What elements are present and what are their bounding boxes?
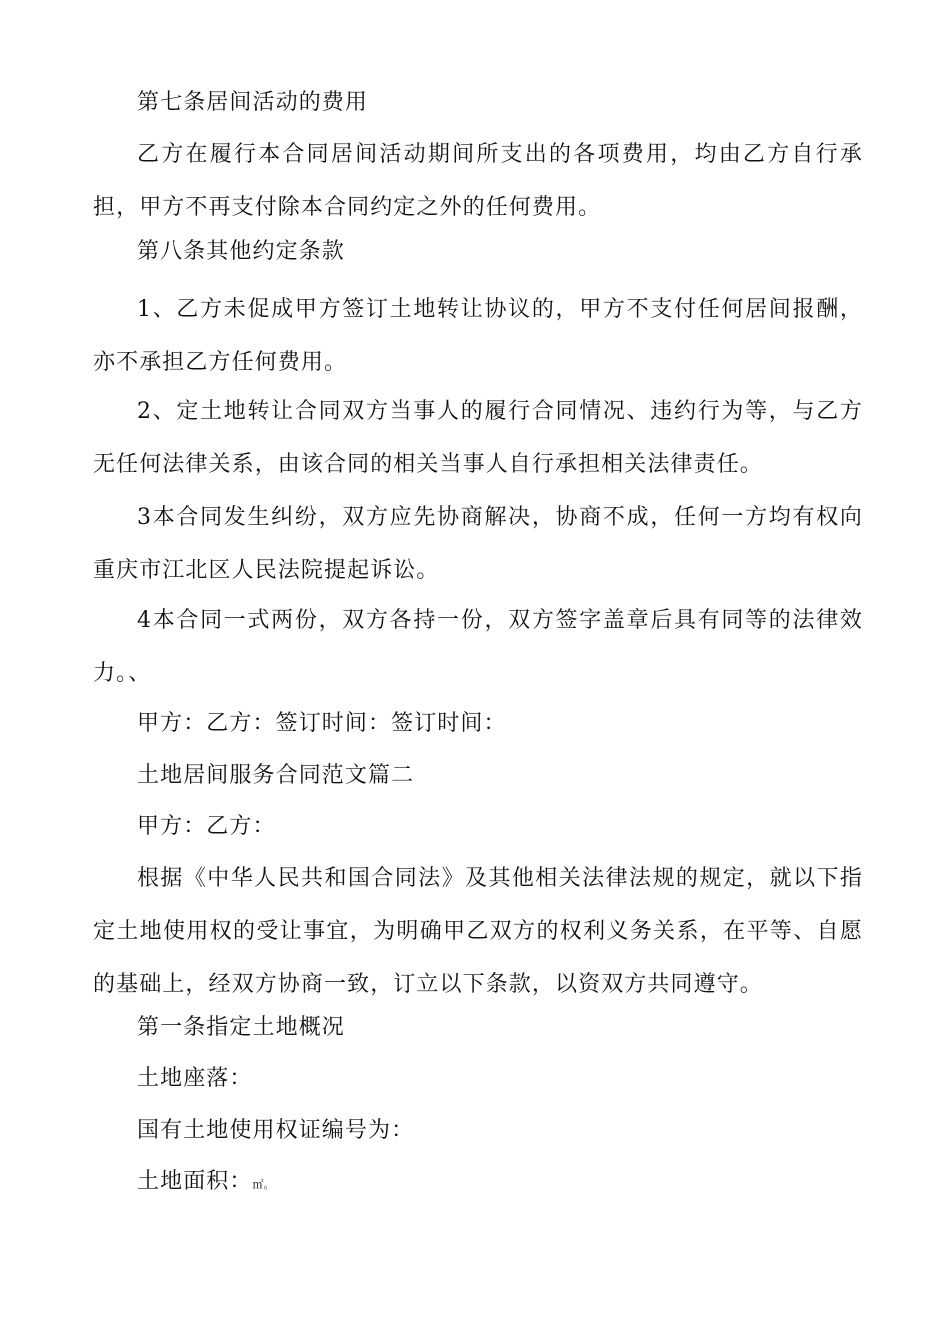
preamble-paragraph: 根据《中华人民共和国合同法》及其他相关法律法规的规定，就以下指定土地使用权的受让事宜，为明确甲乙双方的权利义务关系，在平等、自愿的基础上，经双方协商一致，订立以下条款，以资双方共同遵守。 — [93, 866, 863, 997]
land-location-field: 土地座落： — [137, 1066, 253, 1091]
signature-line: 甲方：乙方：签订时间：签订时间： — [137, 711, 507, 736]
land-area-field — [93, 1155, 863, 1211]
land-area-label: 土地面积： — [137, 1169, 253, 1194]
article-8-clause-3: 3本合同发生纠纷，双方应先协商解决，协商不成，任何一方均有权向重庆市江北区人民法院提起诉讼。 — [93, 505, 863, 583]
land-certificate-field: 国有土地使用权证编号为： — [137, 1118, 415, 1143]
article-1-heading: 第一条指定土地概况 — [137, 1015, 345, 1040]
article-8-clause-2: 2、定土地转让合同双方当事人的履行合同情况、违约行为等，与乙方无任何法律关系，由该合同的相关当事人自行承担相关法律责任。 — [93, 399, 863, 477]
article-8-clause-1: 1、乙方未促成甲方签订土地转让协议的，甲方不支付任何居间报酬，亦不承担乙方任何费用。 — [93, 297, 863, 375]
parties-line: 甲方：乙方： — [137, 814, 276, 839]
square-meter-unit: ㎡。 — [252, 1178, 275, 1191]
article-7-heading: 第七条居间活动的费用 — [137, 90, 369, 115]
article-8-clause-4: 4本合同一式两份，双方各持一份，双方签字盖章后具有同等的法律效力。、 — [93, 608, 863, 686]
article-8-heading: 第八条其他约定条款 — [137, 239, 345, 264]
article-7-body: 乙方在履行本合同居间活动期间所支出的各项费用，均由乙方自行承担，甲方不再支付除本合同约定之外的任何费用。 — [93, 142, 863, 220]
section-title-part-two: 土地居间服务合同范文篇二 — [137, 763, 415, 788]
